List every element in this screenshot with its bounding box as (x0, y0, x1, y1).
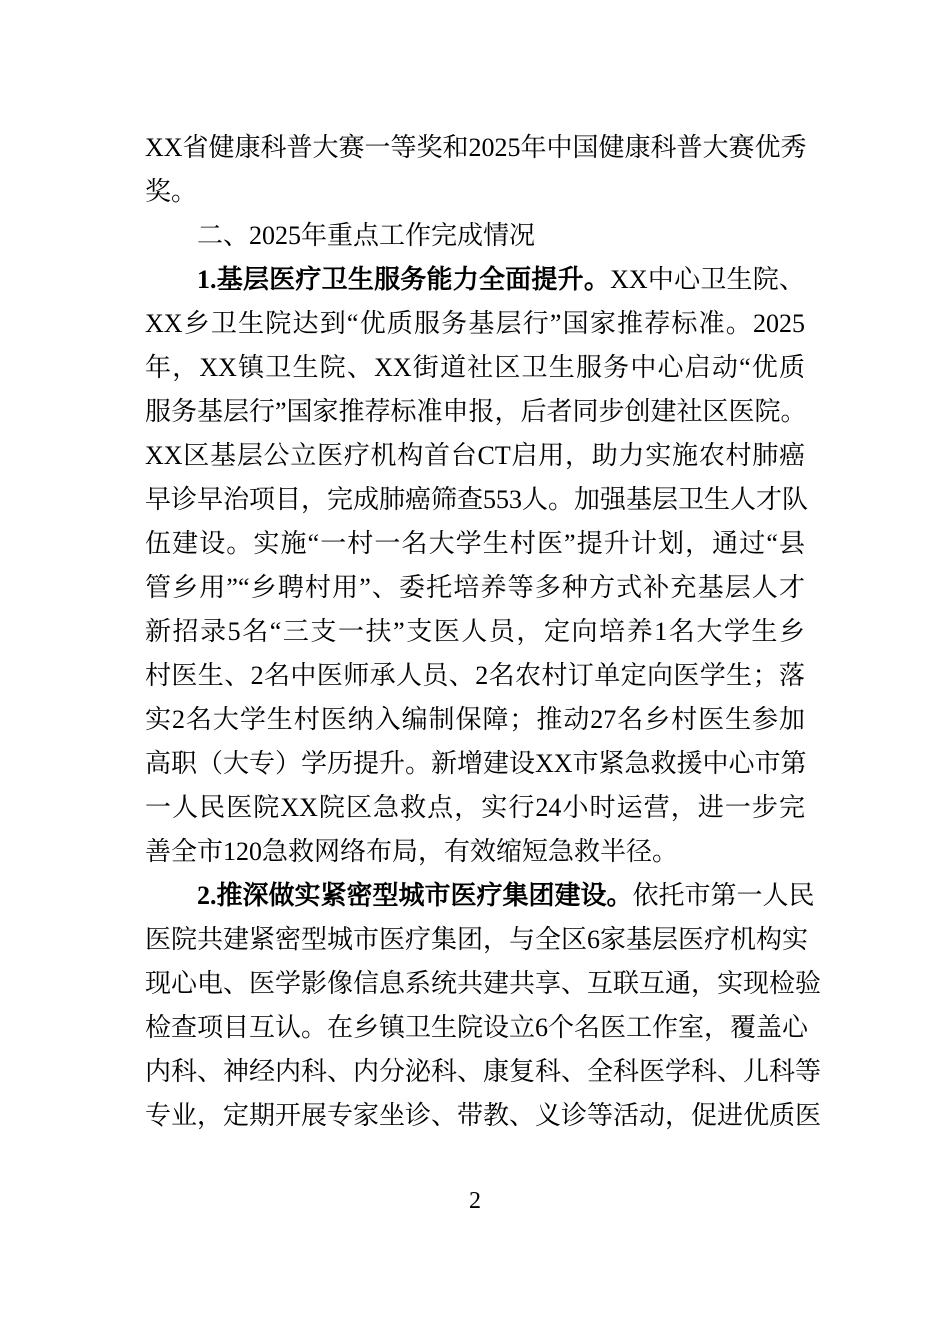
page-number: 2 (469, 1188, 481, 1214)
line-text: XX区基层公立医疗机构首台CT启用，助力实施农村肺癌 (145, 441, 805, 470)
text-line (145, 698, 805, 742)
line-text: 一人民医院XX院区急救点，实行24小时运营，进一步完 (145, 793, 805, 822)
line-text: 二、2025年重点工作完成情况 (197, 221, 536, 250)
line-text: 内科、神经内科、内分泌科、康复科、全科医学科、儿科等 (145, 1057, 822, 1086)
line-text: 服务基层行”国家推荐标准申报，后者同步创建社区医院。 (145, 397, 807, 426)
text-line (145, 258, 805, 302)
text-line (145, 478, 809, 522)
text-line (145, 610, 805, 654)
document-body (145, 126, 822, 1138)
line-text: 依托市第一人民 (632, 881, 815, 910)
text-line (145, 1094, 822, 1138)
text-line (145, 346, 805, 390)
text-line (145, 126, 805, 170)
text-line (145, 786, 805, 830)
text-line (145, 654, 805, 698)
text-line (145, 522, 805, 566)
text-line (145, 742, 805, 786)
line-text: 检查项目互认。在乡镇卫生院设立6个名医工作室，覆盖心 (145, 1013, 809, 1042)
paragraph (145, 874, 822, 1138)
text-line (145, 434, 805, 478)
line-text: 年，XX镇卫生院、XX街道社区卫生服务中心启动“优质 (145, 353, 805, 382)
text-line (145, 918, 809, 962)
line-text: 实2名大学生村医纳入编制保障；推动27名乡村医生参加 (145, 705, 805, 734)
paragraph (145, 126, 805, 214)
text-line (145, 1050, 822, 1094)
paragraph (145, 258, 809, 874)
line-text: 奖。 (145, 177, 198, 206)
line-text: 善全市120急救网络布局，有效缩短急救半径。 (145, 837, 679, 866)
text-line (145, 1006, 809, 1050)
line-text: XX中心卫生院、 (610, 265, 805, 294)
line-text: 医院共建紧密型城市医疗集团，与全区6家基层医疗机构实 (145, 925, 809, 954)
text-line (145, 390, 805, 434)
paragraph (145, 214, 805, 258)
line-text: 伍建设。实施“一村一名大学生村医”提升计划，通过“县 (145, 529, 805, 558)
line-text: 高职（大专）学历提升。新增建设XX市紧急救援中心市第 (145, 749, 807, 778)
line-text: 早诊早治项目，完成肺癌筛查553人。加强基层卫生人才队 (145, 485, 809, 514)
text-line (145, 214, 805, 258)
bold-lead-in: 1.基层医疗卫生服务能力全面提升。 (197, 265, 611, 294)
text-line (145, 874, 815, 918)
line-text: XX省健康科普大赛一等奖和2025年中国健康科普大赛优秀 (145, 133, 807, 162)
line-text: 管乡用”“乡聘村用”、委托培养等多种方式补充基层人才 (145, 573, 805, 602)
line-text: 现心电、医学影像信息系统共建共享、互联互通，实现检验 (145, 969, 822, 998)
line-text: 新招录5名“三支一扶”支医人员，定向培养1名大学生乡 (145, 617, 805, 646)
text-line (145, 566, 805, 610)
line-text: XX乡卫生院达到“优质服务基层行”国家推荐标准。2025 (145, 309, 805, 338)
line-text: 专业，定期开展专家坐诊、带教、义诊等活动，促进优质医 (145, 1101, 822, 1130)
bold-lead-in: 2.推深做实紧密型城市医疗集团建设。 (197, 881, 633, 910)
text-line (145, 962, 822, 1006)
text-line (145, 302, 805, 346)
text-line (145, 830, 805, 874)
text-line (145, 170, 805, 214)
line-text: 村医生、2名中医师承人员、2名农村订单定向医学生；落 (145, 661, 805, 690)
